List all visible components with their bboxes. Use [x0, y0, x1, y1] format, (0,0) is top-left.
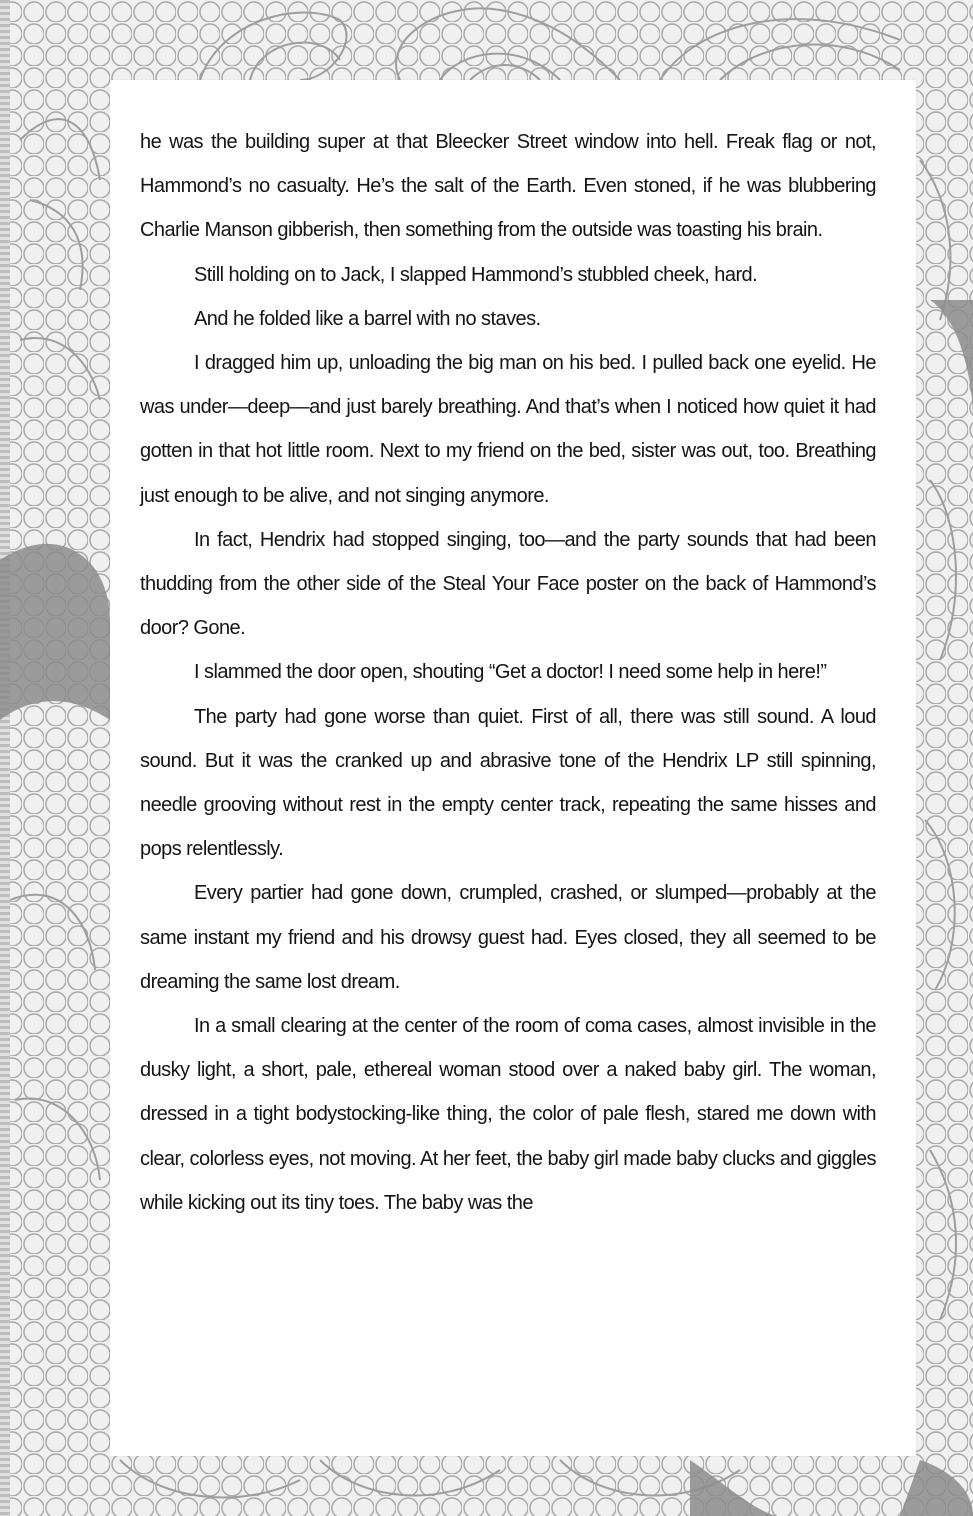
paragraph: In fact, Hendrix had stopped singing, too—and the party sounds that had been thudding from the other side of the Steal Your Face poster on the back of Hammond’s door? Gone.	[140, 528, 876, 640]
paragraph: The party had gone worse than quiet. First of all, there was still sound. A loud sound. But it was the cranked up and abrasive tone of the Hendrix LP still spinning, needle grooving without rest in the empty center track, repeating the same hisses and pops relentlessly.	[140, 705, 876, 861]
paragraph: I dragged him up, unloading the big man on his bed. I pulled back one eyelid. He was under—deep—and just barely breathing. And that’s when I noticed how quiet it had gotten in that hot little room. Next to my friend on the bed, sister was out, too. Breathing just enough to be alive, and not singing anymore.	[140, 352, 876, 507]
paragraph: he was the building super at that Bleecker Street window into hell. Freak flag or not, Hammond’s no casualty. He’s the salt of the Earth. Even stoned, if he was blubbering Charlie Manson gibberish, then something from the outside was toasting his brain.	[140, 131, 876, 242]
body-text	[140, 120, 876, 1225]
paragraph: Every partier had gone down, crumpled, crashed, or slumped—probably at the same instant my friend and his drowsy guest had. Eyes closed, they all seemed to be dreaming the same lost dream.	[140, 882, 876, 993]
paragraph: And he folded like a barrel with no staves.	[194, 307, 541, 330]
paragraph: I slammed the door open, shouting “Get a doctor! I need some help in here!”	[194, 661, 827, 684]
text-page-panel	[110, 80, 916, 1456]
paragraph: In a small clearing at the center of the room of coma cases, almost invisible in the dusky light, a short, pale, ethereal woman stood over a naked baby girl. The woman, dressed in a tight bodystocking-like thing, the color of pale flesh, stared me down with clear, colorless eyes, not moving. At her feet, the baby girl made baby clucks and giggles while kicking out its tiny toes. The baby was the	[140, 1015, 876, 1214]
paragraph: Still holding on to Jack, I slapped Hammond’s stubbled cheek, hard.	[194, 263, 758, 286]
